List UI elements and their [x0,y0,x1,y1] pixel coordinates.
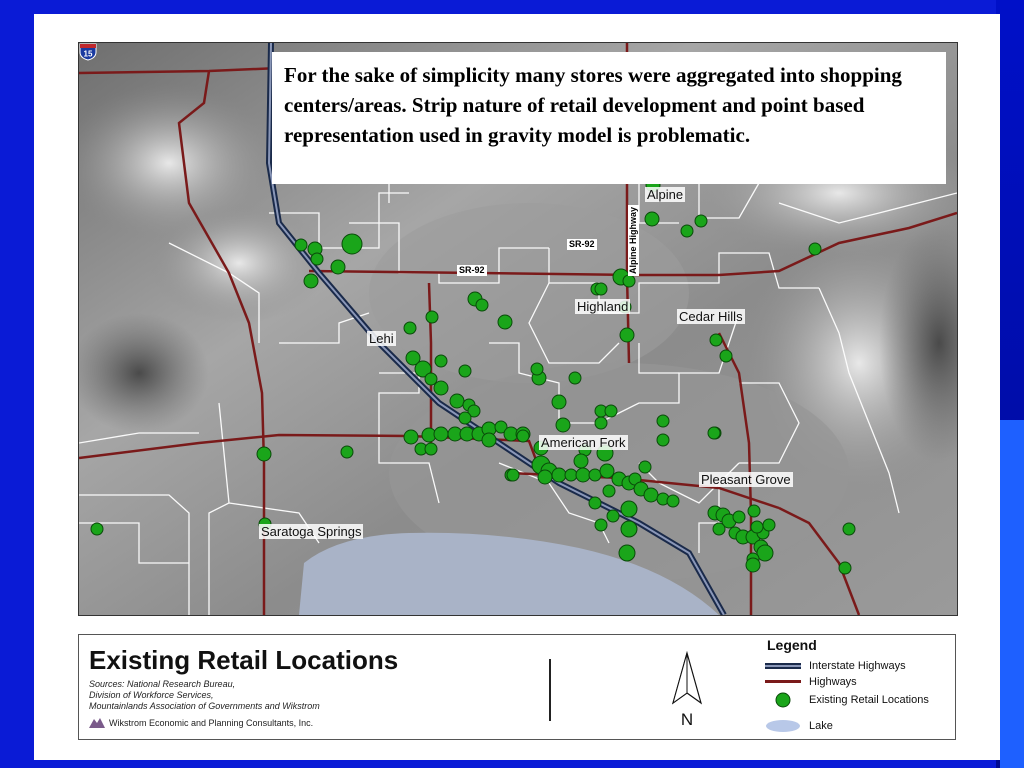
legend-item-lake [765,719,833,733]
retail-dot [607,510,619,522]
retail-dot [733,511,745,523]
retail-dot [751,521,763,533]
map-sources [89,679,320,712]
footer-divider [549,659,551,721]
retail-dot [748,505,760,517]
retail-dot [657,434,669,446]
retail-dot [556,418,570,432]
retail-dot [311,253,323,265]
legend-item-retail [765,693,929,707]
retail-dot [498,315,512,329]
retail-dot [839,562,851,574]
retail-dot [425,443,437,455]
retail-dot [695,215,707,227]
retail-dot [746,558,760,572]
retail-dot [621,521,637,537]
green-dot-icon [765,693,801,707]
retail-dot [589,469,601,481]
retail-dot [459,365,471,377]
highway-line-icon [765,675,801,689]
mountain-logo-icon [89,717,105,728]
retail-dot [257,447,271,461]
retail-dot [620,328,634,342]
place-pleasant-grove: Pleasant Grove [701,472,791,487]
legend-label: Lake [809,720,833,732]
retail-dot [507,469,519,481]
retail-dot [404,430,418,444]
retail-dot [459,412,471,424]
retail-dot [434,381,448,395]
retail-dot [809,243,821,255]
retail-dot [595,417,607,429]
annotation-note: For the sake of simplicity many stores were aggregated into shopping centers/areas. Strip nature of retail development and point based representation used in gravity model is problematic. [272,52,946,184]
retail-dot [667,495,679,507]
road-label-sr92: SR-92 [459,265,485,275]
retail-dot [621,501,637,517]
frame-accent [1000,420,1024,768]
sources-line: Sources: National Research Bureau, [89,679,236,689]
retail-dot [404,322,416,334]
retail-dot [538,470,552,484]
retail-dot [708,427,720,439]
retail-dot [657,415,669,427]
place-highland: Highland [577,299,629,314]
retail-dot [619,545,635,561]
place-american-fork: American Fork [541,435,626,450]
shield-number: 15 [83,49,93,59]
road-label-alpine-highway: Alpine Highway [628,206,638,274]
retail-dot [476,299,488,311]
retail-dot [639,461,651,473]
north-arrow-icon [667,651,707,729]
retail-dot [720,350,732,362]
north-label: N [680,710,694,729]
map-title: Existing Retail Locations [89,645,399,675]
retail-dot [589,497,601,509]
retail-dot [595,519,607,531]
sources-line: Mountainlands Association of Governments and Wikstrom [89,701,320,711]
legend-title: Legend [767,637,817,653]
retail-dot [605,405,617,417]
retail-dot [425,373,437,385]
retail-dot [681,225,693,237]
retail-dot [434,427,448,441]
retail-dot [576,468,590,482]
place-saratoga-springs: Saratoga Springs [261,524,362,539]
retail-dot [517,430,529,442]
place-cedar-hills: Cedar Hills [679,309,743,324]
road-label-sr92-small: SR-92 [569,239,595,249]
retail-dot [569,372,581,384]
retail-dot [710,334,722,346]
retail-dot [552,468,566,482]
retail-dot [574,454,588,468]
map-footer [78,634,956,740]
retail-dot [644,488,658,502]
retail-dot [603,485,615,497]
retail-dot [482,433,496,447]
retail-dot [623,275,635,287]
place-alpine: Alpine [647,187,684,202]
retail-dot [531,363,543,375]
retail-dot [565,469,577,481]
retail-dot [450,394,464,408]
retail-dot [435,355,447,367]
place-lehi: Lehi [369,331,394,346]
retail-dot [331,260,345,274]
retail-dot [91,523,103,535]
legend-label: Interstate Highways [809,660,906,672]
lake-ellipse-icon [765,719,801,733]
legend-item-highways [765,675,857,689]
retail-dot [713,523,725,535]
retail-dot [295,239,307,251]
legend-label: Highways [809,676,857,688]
legend-label: Existing Retail Locations [809,694,929,706]
interstate-line-icon [765,659,801,673]
sources-line: Division of Workforce Services, [89,690,214,700]
retail-dot [600,464,614,478]
retail-dot [763,519,775,531]
retail-dot [341,446,353,458]
legend-item-interstate [765,659,906,673]
retail-dot [342,234,362,254]
retail-dot [595,283,607,295]
credit-text: Wikstrom Economic and Planning Consultants, Inc. [109,717,314,728]
retail-dot [426,311,438,323]
mountain-shade [149,203,329,323]
interstate-shield-icon [79,43,97,61]
retail-dot [843,523,855,535]
retail-dot [552,395,566,409]
retail-dot [645,212,659,226]
map-credit [89,717,313,728]
retail-dot [304,274,318,288]
